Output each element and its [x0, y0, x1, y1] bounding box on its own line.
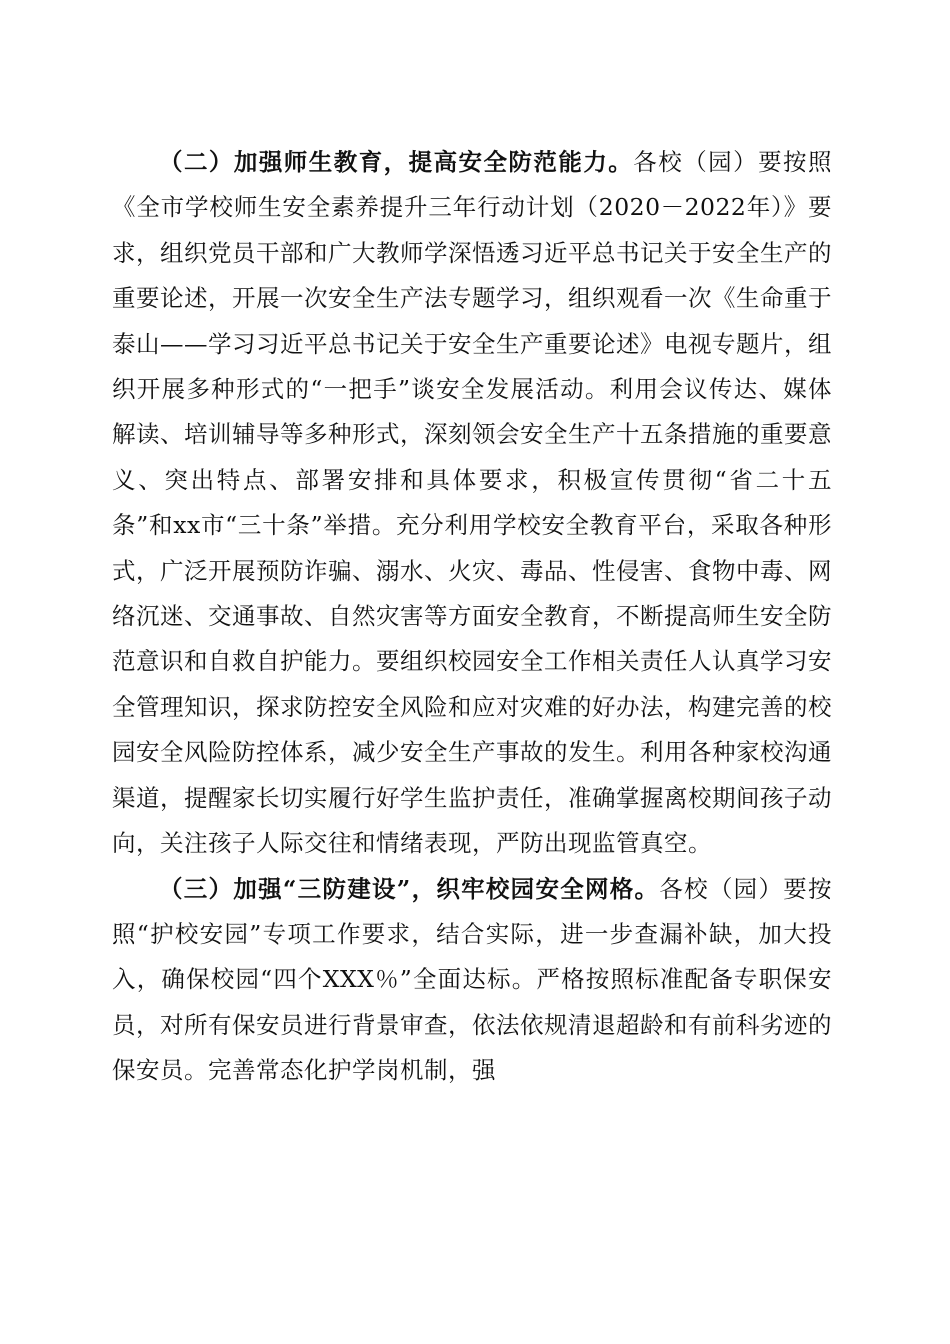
paragraph-student-teacher-education — [112, 140, 832, 867]
document-body — [112, 140, 832, 1094]
paragraph-body: 各校（园）要按照《全市学校师生安全素养提升三年行动计划（2020－2022年）》要求，组织党员干部和广大教师学深悟透习近平总书记关于安全生产的重要论述，开展一次安全生产法专题学习，组织观看一次《生命重于泰山——学习习近平总书记关于安全生产重要论述》电视专题片，组织开展多种形式的“一把手”谈安全发展活动。利用会议传达、媒体解读、培训辅导等多种形式，深刻领会安全生产十五条措施的重要意义、突出特点、部署安排和具体要求，积极宣传贯彻“省二十五条”和xx市“三十条”举措。充分利用学校安全教育平台，采取各种形式，广泛开展预防诈骗、溺水、火灾、毒品、性侵害、食物中毒、网络沉迷、交通事故、自然灾害等方面安全教育，不断提高师生安全防范意识和自救自护能力。要组织校园安全工作相关责任人认真学习安全管理知识，探求防控安全风险和应对灾难的好办法，构建完善的校园安全风险防控体系，减少安全生产事故的发生。利用各种家校沟通渠道，提醒家长切实履行好学生监护责任，准确掌握离校期间孩子动向，关注孩子人际交往和情绪表现，严防出现监管真空。 — [112, 148, 833, 858]
paragraph-three-defense-construction — [112, 867, 832, 1094]
paragraph-body: 各校（园）要按照“护校安园”专项工作要求，结合实际，进一步查漏补缺，加大投入，确保校园“四个XXX％”全面达标。严格按照标准配备专职保安员，对所有保安员进行背景审查，依法依规清退超龄和有前科劣迹的保安员。完善常态化护学岗机制，强 — [112, 874, 832, 1085]
paragraph-heading: （三）加强“三防建设”，织牢校园安全网格。 — [159, 874, 660, 903]
paragraph-heading: （二）加强师生教育，提高安全防范能力。 — [159, 148, 634, 176]
